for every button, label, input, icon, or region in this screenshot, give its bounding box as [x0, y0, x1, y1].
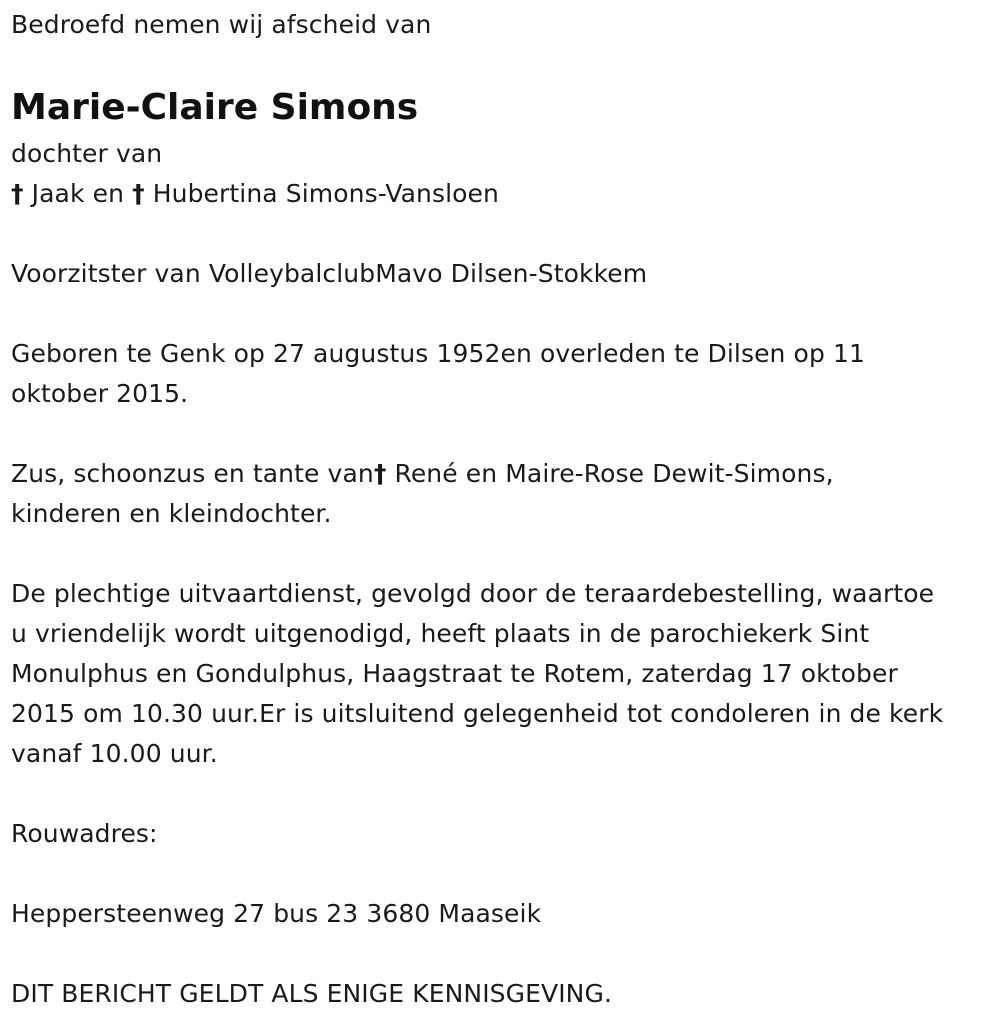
parents-line [11, 174, 993, 214]
obituary-notice [11, 0, 993, 1014]
deceased-name: Marie-Claire Simons [11, 87, 419, 128]
address-text: Heppersteenweg 27 bus 23 3680 Maaseik [11, 899, 542, 928]
birth-death-line-2: oktober 2015. [11, 379, 189, 408]
cross-icon: † [373, 459, 387, 488]
service-line-3: Monulphus en Gondulphus, Haagstraat te Rotem, zaterdag 17 oktober [11, 659, 898, 688]
family-line-2: kinderen en kleindochter. [11, 499, 332, 528]
family-prefix: Zus, schoonzus en tante van [11, 459, 374, 488]
relation-text: dochter van [11, 139, 163, 168]
service-line-1: De plechtige uitvaartdienst, gevolgd door de teraardebestelling, waartoe [11, 579, 935, 608]
service-line-5: vanaf 10.00 uur. [11, 739, 218, 768]
address-label: Rouwadres: [11, 819, 158, 848]
family-names: René en Maire-Rose Dewit-Simons, [386, 459, 834, 488]
cross-icon: † [11, 179, 24, 208]
family-line-1 [11, 454, 993, 494]
intro-text: Bedroefd nemen wij afscheid van [11, 10, 432, 39]
birth-death-line-1: Geboren te Genk op 27 augustus 1952en overleden te Dilsen op 11 [11, 339, 865, 368]
role-text: Voorzitster van VolleybalclubMavo Dilsen-Stokkem [11, 259, 648, 288]
closing-text: DIT BERICHT GELDT ALS ENIGE KENNISGEVING. [11, 979, 612, 1008]
cross-icon: † [132, 179, 145, 208]
father-name: Jaak en [31, 179, 133, 208]
service-line-2: u vriendelijk wordt uitgenodigd, heeft plaats in de parochiekerk Sint [11, 619, 870, 648]
service-line-4: 2015 om 10.30 uur.Er is uitsluitend gelegenheid tot condoleren in de kerk [11, 699, 944, 728]
mother-name: Hubertina Simons-Vansloen [152, 179, 499, 208]
